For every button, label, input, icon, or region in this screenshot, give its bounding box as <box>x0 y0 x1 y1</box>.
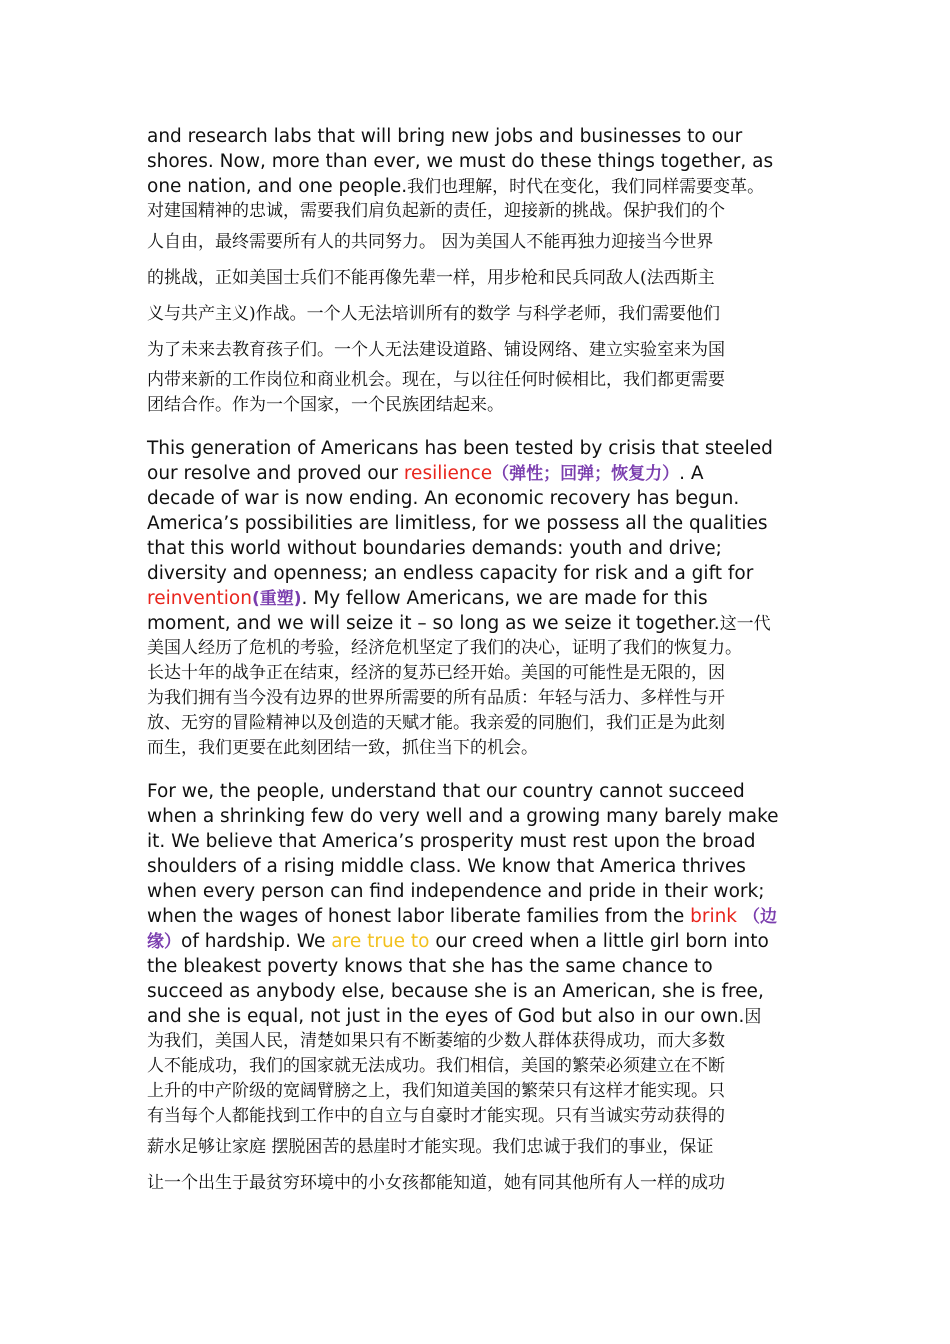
chinese-line: 为我们，美国人民，清楚如果只有不断萎缩的少数人群体获得成功，而大多数 <box>147 1031 725 1051</box>
text-line: diversity and openness; an endless capacity for risk and a gift for <box>147 563 754 584</box>
highlighted-phrase: are true to <box>331 931 430 952</box>
chinese-line: 人不能成功，我们的国家就无法成功。我们相信，美国的繁荣必须建立在不断 <box>147 1056 725 1076</box>
text-line <box>147 586 812 611</box>
chinese-line: 长达十年的战争正在结束，经济的复苏已经开始。美国的可能性是无限的，因 <box>147 663 725 683</box>
chinese-line: 有当每个人都能找到工作中的自立与自豪时才能实现。只有当诚实劳动获得的 <box>147 1106 725 1126</box>
text-line: America’s possibilities are limitless, for we possess all the qualities <box>147 513 768 534</box>
paragraph-gap <box>147 761 812 779</box>
text-line: when every person can find independence and pride in their work; <box>147 881 765 902</box>
paragraph-gap <box>147 418 812 436</box>
chinese-line: 而生，我们更要在此刻团结一致，抓住当下的机会。 <box>147 738 538 758</box>
chinese-line: 为了未来去教育孩子们。一个人无法建设道路、铺设网络、建立实验室来为国 <box>147 340 725 360</box>
paragraph-2 <box>147 436 812 761</box>
chinese-line: 薪水足够让家庭 摆脱困苦的悬崖时才能实现。我们忠诚于我们的事业，保证 <box>147 1137 714 1157</box>
vocab-gloss: (重塑) <box>251 589 302 609</box>
text-line: shores. Now, more than ever, we must do these things together, as <box>147 151 774 172</box>
vocab-gloss: （弹性；回弹；恢复力） <box>492 464 680 484</box>
text-span: our creed when a little girl born into <box>429 931 769 952</box>
text-line: and research labs that will bring new jobs and businesses to our <box>147 126 743 147</box>
text-line: the bleakest poverty knows that she has the same chance to <box>147 956 713 977</box>
chinese-text: 因 <box>744 1007 762 1027</box>
text-span: our resolve and proved our <box>147 463 404 484</box>
chinese-line: 团结合作。作为一个国家，一个民族团结起来。 <box>147 395 504 415</box>
vocab-gloss: 缘） <box>147 932 181 952</box>
chinese-line: 的挑战，正如美国士兵们不能再像先辈一样，用步枪和民兵同敌人(法西斯主 <box>147 268 715 288</box>
text-span: . My fellow Americans, we are made for this <box>301 588 708 609</box>
chinese-line: 让一个出生于最贫穷环境中的小女孩都能知道，她有同其他所有人一样的成功 <box>147 1173 725 1193</box>
vocab-gloss: （边 <box>737 907 777 927</box>
text-span: one nation, and one people. <box>147 176 408 197</box>
text-line <box>147 904 812 929</box>
text-line: it. We believe that America’s prosperity must rest upon the broad <box>147 831 756 852</box>
text-line <box>147 461 812 486</box>
text-line: when a shrinking few do very well and a growing many barely make <box>147 806 779 827</box>
text-span: when the wages of honest labor liberate families from the <box>147 906 691 927</box>
vocab-word: resilience <box>403 463 493 484</box>
paragraph-3 <box>147 779 812 1201</box>
chinese-line: 上升的中产阶级的宽阔臂膀之上，我们知道美国的繁荣只有这样才能实现。只 <box>147 1081 725 1101</box>
text-line: For we, the people, understand that our country cannot succeed <box>147 781 745 802</box>
vocab-word: reinvention <box>147 588 252 609</box>
text-line: This generation of Americans has been tested by crisis that steeled <box>147 438 773 459</box>
text-span: and she is equal, not just in the eyes of God but also in our own. <box>147 1006 745 1027</box>
vocab-word: brink <box>690 906 738 927</box>
text-line: succeed as anybody else, because she is an American, she is free, <box>147 981 764 1002</box>
text-line: shoulders of a rising middle class. We know that America thrives <box>147 856 746 877</box>
chinese-line: 对建国精神的忠诚，需要我们肩负起新的责任，迎接新的挑战。保护我们的个 <box>147 201 725 221</box>
text-line <box>147 1004 812 1029</box>
text-line <box>147 174 812 199</box>
text-line <box>147 929 812 954</box>
text-span: . A <box>679 463 704 484</box>
chinese-line: 美国人经历了危机的考验，经济危机坚定了我们的决心，证明了我们的恢复力。 <box>147 638 742 658</box>
chinese-text: 我们也理解，时代在变化，我们同样需要变革。 <box>407 177 765 197</box>
document-page <box>147 124 812 1201</box>
chinese-line: 为我们拥有当今没有边界的世界所需要的所有品质：年轻与活力、多样性与开 <box>147 688 725 708</box>
text-line: decade of war is now ending. An economic recovery has begun. <box>147 488 740 509</box>
text-line <box>147 611 812 636</box>
chinese-line: 义与共产主义)作战。一个人无法培训所有的数学 与科学老师，我们需要他们 <box>147 304 721 324</box>
text-line: that this world without boundaries demands: youth and drive; <box>147 538 722 559</box>
text-span: of hardship. We <box>181 931 332 952</box>
text-span: moment, and we will seize it – so long as we seize it together. <box>147 613 720 634</box>
chinese-line: 内带来新的工作岗位和商业机会。现在，与以往任何时候相比，我们都更需要 <box>147 370 725 390</box>
paragraph-1 <box>147 124 812 418</box>
chinese-line: 放、无穷的冒险精神以及创造的天赋才能。我亲爱的同胞们，我们正是为此刻 <box>147 713 725 733</box>
chinese-text: 这一代 <box>719 614 771 634</box>
chinese-line: 人自由，最终需要所有人的共同努力。 因为美国人不能再独力迎接当今世界 <box>147 232 714 252</box>
